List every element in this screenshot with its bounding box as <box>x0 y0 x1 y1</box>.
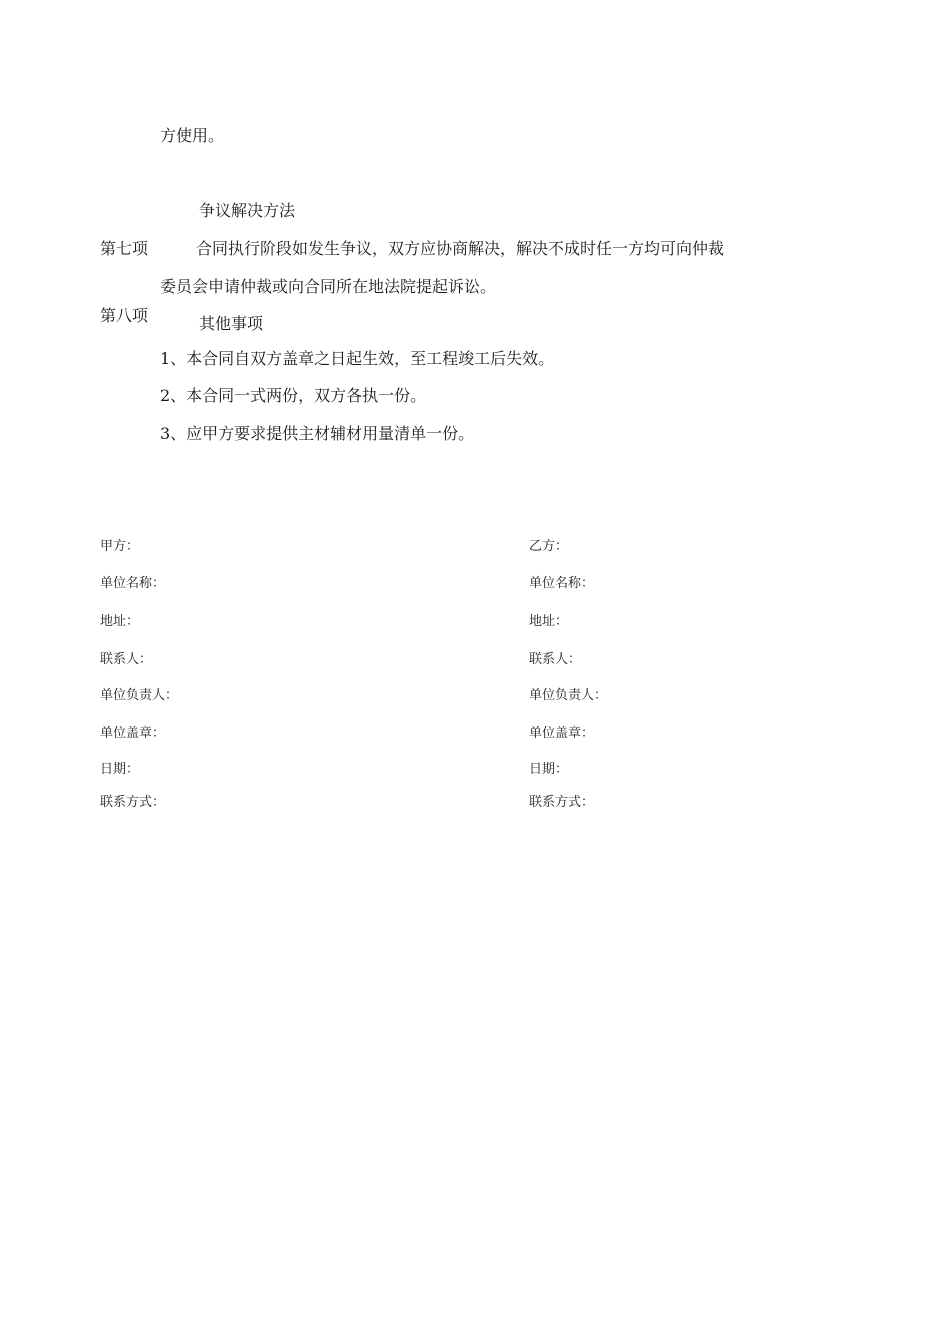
section8-heading: 其他事项 <box>199 314 264 333</box>
party-a-date-label: 日期： <box>100 762 140 777</box>
party-b-contact-info-label: 联系方式： <box>529 795 595 810</box>
party-a-seal-label: 单位盖章： <box>100 726 166 741</box>
party-a-address-label: 地址： <box>100 614 140 629</box>
party-a-contact-label: 联系人： <box>100 652 153 667</box>
section8-item-1: 1、本合同自双方盖章之日起生效，至工程竣工后失效。 <box>160 349 555 368</box>
party-b-address-label: 地址： <box>529 614 569 629</box>
section7-label: 第七项 <box>100 239 149 258</box>
party-b-date-label: 日期： <box>529 762 569 777</box>
party-b-responsible-label: 单位负责人： <box>529 688 608 703</box>
party-a-title: 甲方： <box>100 539 140 554</box>
party-b-company-name-label: 单位名称： <box>529 576 595 591</box>
previous-section-tail: 方使用。 <box>160 126 225 145</box>
section7-heading: 争议解决方法 <box>199 201 296 220</box>
section8-label: 第八项 <box>100 306 149 325</box>
section7-text-line1: 合同执行阶段如发生争议，双方应协商解决，解决不成时任一方均可向仲裁 <box>196 239 725 258</box>
section8-item-3: 3、应甲方要求提供主材辅材用量清单一份。 <box>160 424 475 443</box>
party-b-title: 乙方： <box>529 539 569 554</box>
section8-item-2: 2、本合同一式两份，双方各执一份。 <box>160 386 427 405</box>
party-b-seal-label: 单位盖章： <box>529 726 595 741</box>
party-a-responsible-label: 单位负责人： <box>100 688 179 703</box>
party-a-company-name-label: 单位名称： <box>100 576 166 591</box>
party-a-contact-info-label: 联系方式： <box>100 795 166 810</box>
section7-text-line2: 委员会申请仲裁或向合同所在地法院提起诉讼。 <box>160 277 497 296</box>
party-b-contact-label: 联系人： <box>529 652 582 667</box>
